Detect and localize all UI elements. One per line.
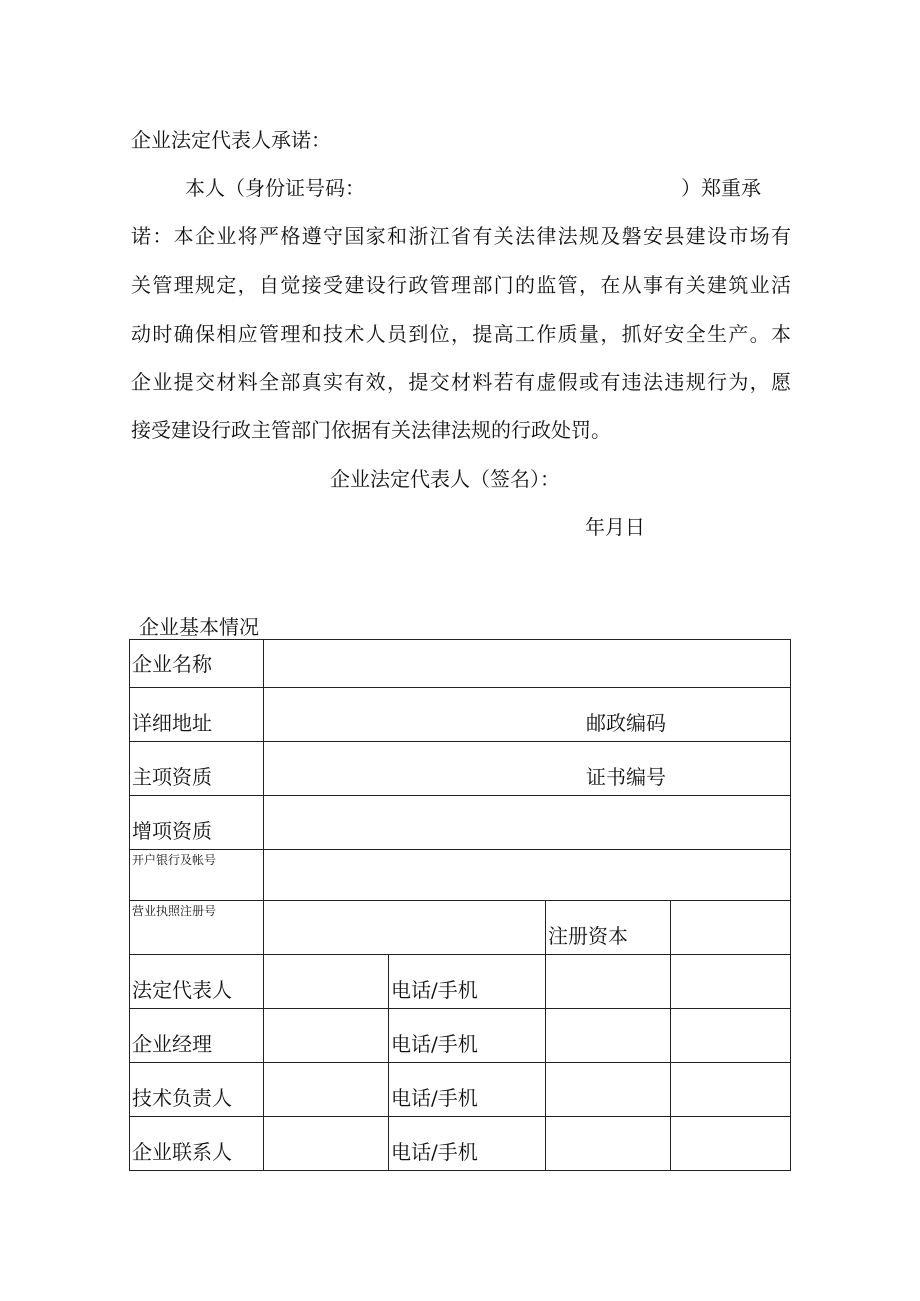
main-qualification-field[interactable] <box>264 742 791 796</box>
phone-field[interactable] <box>546 1063 671 1117</box>
table-row <box>130 742 791 796</box>
bank-account-field[interactable] <box>264 850 791 901</box>
commitment-last-line: 接受建设行政主管部门依据有关法律法规的行政处罚。 <box>131 418 611 442</box>
extra-qualification-label: 增项资质 <box>130 796 264 850</box>
commitment-line: 关管理规定，自觉接受建设行政管理部门的监管，在从事有关建筑业活 <box>131 273 791 297</box>
commitment-line1-start: 本人（身份证号码： <box>185 176 365 200</box>
phone-field[interactable] <box>546 955 671 1009</box>
extra-field[interactable] <box>671 1009 791 1063</box>
commitment-line1-end: ）郑重承 <box>681 176 761 200</box>
license-no-label: 营业执照注册号 <box>130 901 264 955</box>
company-name-field[interactable] <box>264 640 791 688</box>
table-row <box>130 1117 791 1171</box>
registered-capital-field[interactable] <box>671 901 791 955</box>
extra-field[interactable] <box>671 1063 791 1117</box>
table-row <box>130 1009 791 1063</box>
phone-label: 电话/手机 <box>389 1117 546 1171</box>
person-label: 企业联系人 <box>130 1117 264 1171</box>
main-qualification-label: 主项资质 <box>130 742 264 796</box>
license-no-field[interactable] <box>264 901 546 955</box>
address-field[interactable] <box>264 688 791 742</box>
table-row <box>130 640 791 688</box>
extra-field[interactable] <box>671 1117 791 1171</box>
person-label: 技术负责人 <box>130 1063 264 1117</box>
registered-capital-label: 注册资本 <box>546 901 671 955</box>
table-row <box>130 1063 791 1117</box>
commitment-line: 诺：本企业将严格遵守国家和浙江省有关法律法规及磐安县建设市场有 <box>131 224 791 248</box>
extra-qualification-field[interactable] <box>264 796 791 850</box>
bank-account-label: 开户银行及帐号 <box>130 850 264 901</box>
certificate-no-label: 证书编号 <box>586 765 666 789</box>
date-label: 年月日 <box>585 515 645 539</box>
table-row <box>130 688 791 742</box>
person-name-field[interactable] <box>264 955 389 1009</box>
phone-label: 电话/手机 <box>389 955 546 1009</box>
signature-label: 企业法定代表人（签名）： <box>330 467 560 491</box>
table-title: 企业基本情况 <box>139 615 259 639</box>
commitment-heading: 企业法定代表人承诺： <box>131 128 331 152</box>
address-label: 详细地址 <box>130 688 264 742</box>
phone-label: 电话/手机 <box>389 1009 546 1063</box>
extra-field[interactable] <box>671 955 791 1009</box>
table-row <box>130 955 791 1009</box>
person-name-field[interactable] <box>264 1117 389 1171</box>
commitment-line: 动时确保相应管理和技术人员到位，提高工作质量，抓好安全生产。本 <box>131 322 791 346</box>
phone-label: 电话/手机 <box>389 1063 546 1117</box>
table-row <box>130 850 791 901</box>
table-row <box>130 901 791 955</box>
person-name-field[interactable] <box>264 1009 389 1063</box>
postal-code-label: 邮政编码 <box>586 711 666 735</box>
person-label: 企业经理 <box>130 1009 264 1063</box>
phone-field[interactable] <box>546 1117 671 1171</box>
company-info-table <box>129 639 791 1171</box>
company-name-label: 企业名称 <box>130 640 264 688</box>
commitment-line: 企业提交材料全部真实有效，提交材料若有虚假或有违法违规行为，愿 <box>131 370 791 394</box>
table-row <box>130 796 791 850</box>
phone-field[interactable] <box>546 1009 671 1063</box>
person-name-field[interactable] <box>264 1063 389 1117</box>
person-label: 法定代表人 <box>130 955 264 1009</box>
